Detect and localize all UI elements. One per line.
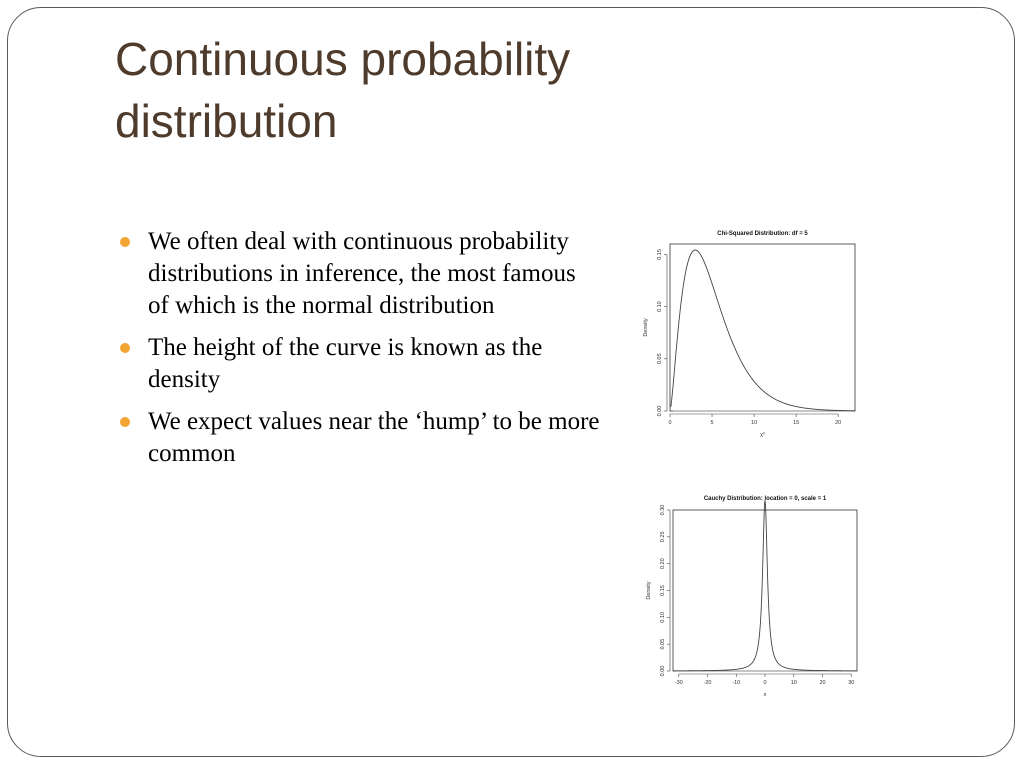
cauchy-chart [640,490,865,705]
bullet-item [120,332,600,396]
y-tick-label: 0.10 [660,611,666,623]
chart-title: Chi-Squared Distribution: df = 5 [717,231,808,237]
bullet-text: We often deal with continuous probability distributions in inference, the most famous of which is the normal distribution [148,228,576,319]
bullet-item [120,226,600,322]
bullet-dot-icon [120,417,130,427]
x-tick-label: -30 [674,680,683,686]
y-tick-label: 0.00 [657,405,663,417]
y-tick-label: 0.00 [660,665,666,677]
x-tick-label: 10 [751,420,758,426]
x-tick-label: -20 [703,680,712,686]
chart-title: Cauchy Distribution: location = 0, scale = 1 [703,496,827,502]
bullet-list [120,226,600,480]
x-tick-label: 5 [710,420,714,426]
slide-title-line-1: Continuous probability [115,33,571,85]
y-tick-label: 0.05 [657,353,663,365]
x-tick-label: 10 [790,680,797,686]
x-axis-label: x [763,692,767,698]
plot-frame [673,510,857,671]
x-tick-label: -10 [732,680,741,686]
x-tick-label: 15 [793,420,800,426]
bullet-item [120,406,600,470]
chi-squared-chart [640,222,865,442]
slide-title-line-2: distribution [115,95,338,147]
y-tick-label: 0.25 [660,531,666,543]
x-tick-label: 20 [835,420,842,426]
bullet-text: The height of the curve is known as the density [148,334,543,393]
x-tick-label: 20 [819,680,826,686]
bullet-text: We expect values near the ‘hump’ to be more common [148,408,600,467]
bullet-dot-icon [120,343,130,353]
y-tick-label: 0.30 [660,504,666,516]
density-curve [673,500,857,671]
y-tick-label: 0.20 [660,558,666,570]
x-tick-label: 0 [763,680,767,686]
plot-frame [670,244,855,411]
cauchy-chart-svg [640,490,865,705]
density-curve [671,250,855,411]
x-axis-label: χ² [760,432,765,438]
bullet-dot-icon [120,237,130,247]
chi-squared-chart-svg [640,222,865,442]
slide-title [115,28,735,152]
y-tick-label: 0.05 [660,638,666,650]
x-tick-label: 30 [848,680,855,686]
y-axis-label: Density [646,581,652,600]
x-tick-label: 0 [668,420,672,426]
y-tick-label: 0.15 [660,585,666,596]
y-axis-label: Density [643,318,649,337]
y-tick-label: 0.10 [657,301,663,312]
y-tick-label: 0.15 [657,249,663,260]
